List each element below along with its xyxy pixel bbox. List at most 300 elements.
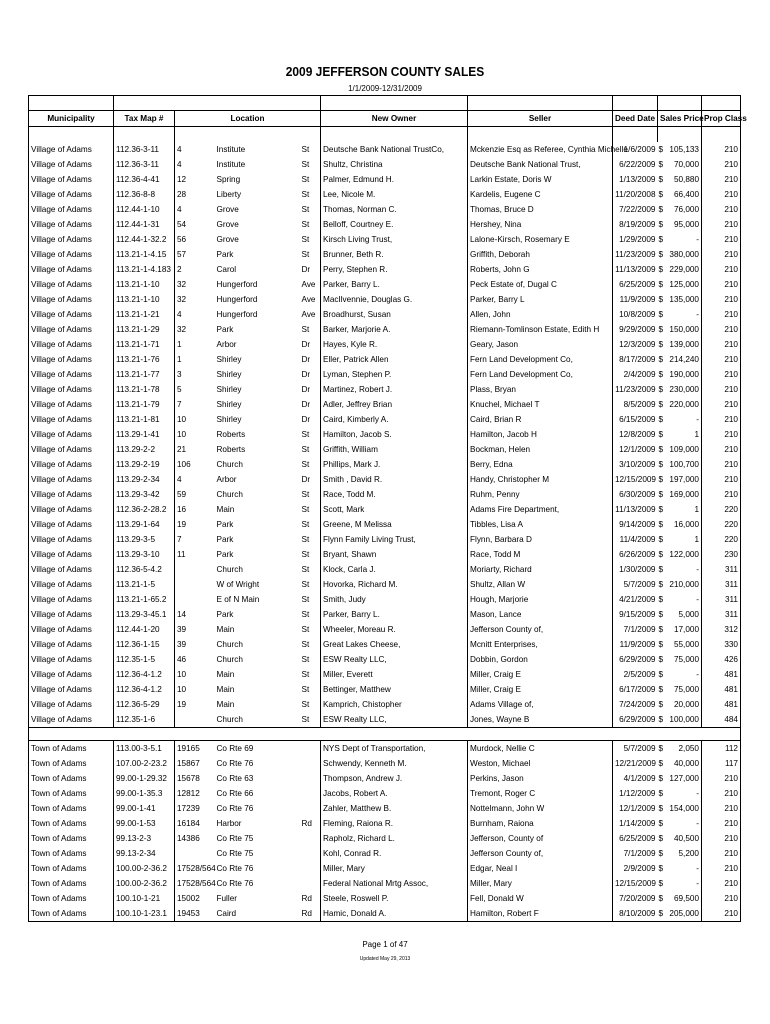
cell-tax-map: 112.44-1-31 [114, 217, 175, 232]
cell-street-suffix: St [301, 445, 310, 454]
cell-seller: Hamilton, Jacob H [468, 427, 613, 442]
cell-seller: Tibbles, Lisa A [468, 517, 613, 532]
cell-municipality: Village of Adams [29, 322, 114, 337]
cell-deed-date: 4/1/2009 [613, 771, 658, 786]
cell-dollar-sign: $ [658, 804, 664, 813]
cell-prop-class: 210 [702, 247, 741, 262]
cell-house-number: 4 [175, 307, 215, 322]
cell-prop-class: 330 [702, 637, 741, 652]
cell-prop-class: 210 [702, 157, 741, 172]
cell-deed-date: 5/7/2009 [613, 577, 658, 592]
cell-seller: Allen, John [468, 307, 613, 322]
cell-deed-date: 6/29/2009 [613, 652, 658, 667]
cell-tax-map: 112.36-5-4.2 [114, 562, 175, 577]
cell-street: Church [216, 640, 243, 649]
cell-street: W of Wright [216, 580, 260, 589]
cell-street-suffix: Ave [301, 295, 316, 304]
cell-municipality: Village of Adams [29, 667, 114, 682]
cell-seller: Ruhm, Penny [468, 487, 613, 502]
spacer-row [29, 728, 741, 741]
cell-seller: Handy, Christopher M [468, 472, 613, 487]
cell-prop-class: 210 [702, 472, 741, 487]
table-row [29, 142, 741, 157]
cell-tax-map: 112.36-4-1.2 [114, 682, 175, 697]
blank-row [29, 96, 741, 111]
cell-prop-class: 210 [702, 187, 741, 202]
cell-sales-price: 122,000 [669, 550, 699, 559]
cell-street-suffix: St [301, 145, 310, 154]
cell-dollar-sign: $ [658, 759, 664, 768]
cell-prop-class: 210 [702, 906, 741, 922]
header-municipality: Municipality [29, 111, 114, 127]
cell-new-owner: Hovorka, Richard M. [321, 577, 468, 592]
cell-house-number: 17528/564 [175, 876, 215, 891]
cell-seller: Murdock, Nellie C [468, 741, 613, 757]
cell-house-number: 39 [175, 622, 215, 637]
cell-sales-price: 66,400 [673, 190, 699, 199]
table-row [29, 487, 741, 502]
table-row [29, 427, 741, 442]
cell-prop-class: 426 [702, 652, 741, 667]
cell-street-suffix: St [301, 535, 310, 544]
cell-prop-class: 210 [702, 397, 741, 412]
cell-seller: Plass, Bryan [468, 382, 613, 397]
cell-prop-class: 210 [702, 262, 741, 277]
cell-deed-date: 6/29/2009 [613, 712, 658, 728]
cell-prop-class: 210 [702, 307, 741, 322]
cell-street-suffix [300, 771, 321, 786]
cell-street: Church [216, 460, 243, 469]
cell-street: E of N Main [216, 595, 260, 604]
cell-street: Hungerford [216, 295, 258, 304]
cell-sales-price: - [696, 595, 699, 604]
cell-house-number: 4 [175, 142, 215, 157]
cell-sales-price: 150,000 [669, 325, 699, 334]
cell-seller: Fell, Donald W [468, 891, 613, 906]
table-row [29, 682, 741, 697]
cell-prop-class: 117 [702, 756, 741, 771]
header-tax-map: Tax Map # [114, 111, 175, 127]
cell-deed-date: 12/1/2009 [613, 442, 658, 457]
cell-tax-map: 113.29-1-41 [114, 427, 175, 442]
cell-prop-class: 312 [702, 622, 741, 637]
cell-house-number: 19453 [175, 906, 215, 922]
cell-house-number: 10 [175, 412, 215, 427]
cell-tax-map: 113.21-1-4.15 [114, 247, 175, 262]
table-row [29, 172, 741, 187]
cell-dollar-sign: $ [658, 490, 664, 499]
cell-municipality: Village of Adams [29, 382, 114, 397]
cell-sales-price: 50,880 [673, 175, 699, 184]
table-row [29, 292, 741, 307]
cell-prop-class: 230 [702, 547, 741, 562]
table-row [29, 712, 741, 728]
table-row [29, 652, 741, 667]
cell-deed-date: 1/14/2009 [613, 816, 658, 831]
cell-house-number: 4 [175, 157, 215, 172]
cell-house-number: 10 [175, 682, 215, 697]
cell-sales-price: 5,000 [678, 610, 699, 619]
cell-deed-date: 1/13/2009 [613, 172, 658, 187]
cell-dollar-sign: $ [658, 295, 664, 304]
cell-new-owner: Race, Todd M. [321, 487, 468, 502]
cell-street-suffix [300, 786, 321, 801]
cell-seller: Jefferson County of, [468, 846, 613, 861]
cell-house-number: 10 [175, 427, 215, 442]
cell-new-owner: Steele, Roswell P. [321, 891, 468, 906]
cell-seller: Nottelmann, John W [468, 801, 613, 816]
cell-deed-date: 4/21/2009 [613, 592, 658, 607]
cell-house-number: 17239 [175, 801, 215, 816]
cell-municipality: Town of Adams [29, 831, 114, 846]
cell-sales-price: 70,000 [673, 160, 699, 169]
cell-seller: Berry, Edna [468, 457, 613, 472]
cell-street: Church [215, 712, 300, 728]
cell-deed-date: 11/9/2009 [613, 637, 658, 652]
cell-dollar-sign: $ [658, 415, 664, 424]
cell-municipality: Town of Adams [29, 786, 114, 801]
cell-street: Shirley [216, 370, 242, 379]
cell-dollar-sign: $ [658, 670, 664, 679]
table-row [29, 891, 741, 906]
page-number: Page 1 of 47 [362, 940, 408, 949]
cell-dollar-sign: $ [658, 864, 664, 873]
cell-municipality: Village of Adams [29, 277, 114, 292]
cell-house-number: 15002 [175, 891, 215, 906]
cell-house-number: 17528/564 [175, 861, 215, 876]
cell-municipality: Village of Adams [29, 292, 114, 307]
cell-street: Co Rte 75 [216, 834, 254, 843]
cell-tax-map: 113.21-1-10 [114, 292, 175, 307]
cell-municipality: Village of Adams [29, 187, 114, 202]
cell-street: Roberts [216, 430, 246, 439]
cell-sales-price: 169,000 [669, 490, 699, 499]
cell-new-owner: Miller, Everett [321, 667, 468, 682]
cell-seller: Riemann-Tomlinson Estate, Edith H [468, 322, 613, 337]
cell-dollar-sign: $ [658, 310, 664, 319]
table-row [29, 547, 741, 562]
cell-tax-map: 112.36-1-15 [114, 637, 175, 652]
cell-house-number: 3 [175, 367, 215, 382]
cell-seller: Mcnitt Enterprises, [468, 637, 613, 652]
cell-street-suffix: Ave [301, 280, 316, 289]
cell-street-suffix [300, 876, 321, 891]
cell-tax-map: 112.44-1-32.2 [114, 232, 175, 247]
cell-new-owner: Lee, Nicole M. [321, 187, 468, 202]
cell-sales-price: - [696, 819, 699, 828]
cell-tax-map: 113.21-1-65.2 [114, 592, 175, 607]
cell-dollar-sign: $ [658, 265, 664, 274]
cell-dollar-sign: $ [658, 849, 664, 858]
cell-street: Church [216, 565, 243, 574]
cell-sales-price: 75,000 [673, 655, 699, 664]
cell-sales-price: 190,000 [669, 370, 699, 379]
cell-street-suffix: St [301, 655, 310, 664]
cell-dollar-sign: $ [658, 505, 664, 514]
cell-municipality: Village of Adams [29, 637, 114, 652]
cell-deed-date: 12/15/2009 [613, 876, 658, 891]
cell-tax-map: 112.36-2-28.2 [114, 502, 175, 517]
table-row [29, 831, 741, 846]
cell-dollar-sign: $ [658, 520, 664, 529]
cell-deed-date: 12/3/2009 [613, 337, 658, 352]
cell-prop-class: 210 [702, 891, 741, 906]
cell-street-suffix: St [301, 700, 310, 709]
table-row [29, 187, 741, 202]
cell-municipality: Village of Adams [29, 697, 114, 712]
cell-tax-map: 112.36-4-41 [114, 172, 175, 187]
cell-street: Park [216, 550, 234, 559]
cell-sales-price: 1 [694, 430, 699, 439]
cell-municipality: Village of Adams [29, 622, 114, 637]
cell-tax-map: 112.36-3-11 [114, 142, 175, 157]
cell-prop-class: 220 [702, 502, 741, 517]
cell-tax-map: 112.36-5-29 [114, 697, 175, 712]
cell-prop-class: 210 [702, 427, 741, 442]
table-row [29, 906, 741, 922]
cell-deed-date: 1/30/2009 [613, 562, 658, 577]
cell-new-owner: ESW Realty LLC, [321, 712, 468, 728]
cell-tax-map: 113.21-1-71 [114, 337, 175, 352]
cell-seller: Perkins, Jason [468, 771, 613, 786]
cell-street: Park [216, 535, 234, 544]
cell-deed-date: 10/8/2009 [613, 307, 658, 322]
cell-new-owner: Palmer, Edmund H. [321, 172, 468, 187]
cell-street: Shirley [216, 415, 242, 424]
table-row [29, 352, 741, 367]
cell-prop-class: 210 [702, 801, 741, 816]
cell-prop-class: 210 [702, 771, 741, 786]
cell-prop-class: 210 [702, 142, 741, 157]
cell-tax-map: 113.29-2-2 [114, 442, 175, 457]
cell-street-suffix: St [301, 250, 310, 259]
cell-dollar-sign: $ [658, 535, 664, 544]
cell-dollar-sign: $ [658, 235, 664, 244]
cell-sales-price: - [696, 789, 699, 798]
cell-house-number: 32 [175, 277, 215, 292]
cell-seller: Adams Fire Department, [468, 502, 613, 517]
cell-deed-date: 1/6/2009 [613, 142, 658, 157]
cell-tax-map: 113.21-1-5 [114, 577, 175, 592]
cell-street: Park [216, 250, 234, 259]
cell-street: Main [216, 505, 235, 514]
cell-prop-class: 481 [702, 697, 741, 712]
header-prop-class: Prop Class [702, 111, 741, 127]
cell-dollar-sign: $ [658, 819, 664, 828]
cell-new-owner: Perry, Stephen R. [321, 262, 468, 277]
cell-seller: Tremont, Roger C [468, 786, 613, 801]
cell-street-suffix: Dr [301, 385, 311, 394]
cell-seller: Race, Todd M [468, 547, 613, 562]
cell-house-number: 32 [175, 322, 215, 337]
cell-deed-date: 7/1/2009 [613, 622, 658, 637]
cell-new-owner: Smith , David R. [321, 472, 468, 487]
cell-deed-date: 11/20/2008 [613, 187, 658, 202]
cell-municipality: Town of Adams [29, 771, 114, 786]
cell-street-suffix: St [301, 235, 310, 244]
cell-street: Co Rte 76 [216, 759, 254, 768]
cell-new-owner: Jacobs, Robert A. [321, 786, 468, 801]
cell-sales-price: 40,500 [673, 834, 699, 843]
cell-new-owner: Barker, Marjorie A. [321, 322, 468, 337]
cell-house-number: 11 [175, 547, 215, 562]
cell-house-number: 1 [175, 352, 215, 367]
cell-new-owner: Belloff, Courtney E. [321, 217, 468, 232]
cell-new-owner: Scott, Mark [321, 502, 468, 517]
cell-deed-date: 6/25/2009 [613, 277, 658, 292]
cell-tax-map: 113.21-1-76 [114, 352, 175, 367]
cell-prop-class: 210 [702, 816, 741, 831]
cell-street-suffix: Dr [301, 340, 311, 349]
header-deed-date: Deed Date [613, 111, 658, 127]
cell-deed-date: 9/14/2009 [613, 517, 658, 532]
cell-new-owner: NYS Dept of Transportation, [321, 741, 468, 757]
cell-sales-price: 2,050 [666, 741, 702, 757]
cell-seller: Edgar, Neal I [468, 861, 613, 876]
cell-prop-class: 311 [702, 562, 741, 577]
cell-sales-price: 76,000 [673, 205, 699, 214]
cell-sales-price: 197,000 [669, 475, 699, 484]
cell-prop-class: 481 [702, 667, 741, 682]
cell-new-owner: Thomas, Norman C. [321, 202, 468, 217]
cell-dollar-sign: $ [658, 906, 666, 922]
cell-street-suffix [300, 801, 321, 816]
cell-street: Grove [216, 205, 239, 214]
cell-municipality: Village of Adams [29, 487, 114, 502]
cell-dollar-sign: $ [658, 625, 664, 634]
header-row [29, 111, 741, 127]
header-location: Location [175, 111, 321, 127]
table-row [29, 592, 741, 607]
cell-deed-date: 11/4/2009 [613, 532, 658, 547]
cell-street: Arbor [216, 340, 237, 349]
cell-seller: Mason, Lance [468, 607, 613, 622]
cell-sales-price: 229,000 [669, 265, 699, 274]
cell-seller: Kardelis, Eugene C [468, 187, 613, 202]
table-row [29, 577, 741, 592]
cell-deed-date: 2/4/2009 [613, 367, 658, 382]
cell-street-suffix: St [301, 205, 310, 214]
cell-new-owner: Thompson, Andrew J. [321, 771, 468, 786]
cell-street: Church [216, 490, 243, 499]
cell-street: Park [216, 610, 234, 619]
cell-new-owner: Lyman, Stephen P. [321, 367, 468, 382]
cell-new-owner: Federal National Mrtg Assoc, [321, 876, 468, 891]
table-row [29, 262, 741, 277]
cell-street: Co Rte 63 [216, 774, 254, 783]
cell-seller: Miller, Mary [468, 876, 613, 891]
cell-street: Institute [216, 145, 246, 154]
cell-municipality: Village of Adams [29, 397, 114, 412]
cell-seller: Knuchel, Michael T [468, 397, 613, 412]
cell-street: Co Rte 66 [216, 789, 254, 798]
cell-street: Institute [216, 160, 246, 169]
village-section [29, 127, 741, 728]
table-row [29, 337, 741, 352]
header-new-owner: New Owner [321, 111, 468, 127]
cell-prop-class: 210 [702, 786, 741, 801]
cell-sales-price: - [696, 565, 699, 574]
cell-municipality: Village of Adams [29, 712, 114, 728]
cell-seller: Larkin Estate, Doris W [468, 172, 613, 187]
cell-sales-price: - [696, 864, 699, 873]
cell-house-number: 59 [175, 487, 215, 502]
cell-street-suffix: Dr [301, 400, 311, 409]
cell-street-suffix: St [301, 685, 310, 694]
cell-dollar-sign: $ [658, 550, 664, 559]
cell-dollar-sign: $ [658, 774, 664, 783]
cell-tax-map: 99.00-1-53 [114, 816, 175, 831]
cell-house-number: 57 [175, 247, 215, 262]
cell-deed-date: 8/10/2009 [613, 906, 658, 922]
table-row [29, 472, 741, 487]
cell-new-owner: Shultz, Christina [321, 157, 468, 172]
cell-seller: Flynn, Barbara D [468, 532, 613, 547]
cell-prop-class: 210 [702, 352, 741, 367]
cell-municipality: Village of Adams [29, 412, 114, 427]
cell-sales-price: 127,000 [669, 774, 699, 783]
cell-prop-class: 210 [702, 831, 741, 846]
cell-house-number: 14 [175, 607, 215, 622]
cell-street-suffix: Dr [301, 475, 311, 484]
cell-street: Church [216, 655, 243, 664]
cell-municipality: Village of Adams [29, 232, 114, 247]
table-row [29, 667, 741, 682]
report-title: 2009 JEFFERSON COUNTY SALES [285, 64, 485, 79]
cell-deed-date: 2/9/2009 [613, 861, 658, 876]
cell-seller: Miller, Craig E [468, 682, 613, 697]
cell-deed-date: 12/1/2009 [613, 801, 658, 816]
cell-street-suffix: Rd [301, 894, 312, 903]
cell-street-suffix [300, 756, 321, 771]
cell-dollar-sign: $ [658, 595, 664, 604]
table-row [29, 397, 741, 412]
table-row [29, 307, 741, 322]
cell-prop-class: 481 [702, 682, 741, 697]
cell-house-number: 16184 [175, 816, 215, 831]
cell-tax-map: 100.00-2-36.2 [114, 876, 175, 891]
cell-street: Spring [216, 175, 241, 184]
cell-municipality: Town of Adams [29, 801, 114, 816]
cell-municipality: Town of Adams [29, 906, 114, 922]
cell-street: Co Rte 76 [216, 879, 254, 888]
cell-street: Grove [216, 220, 239, 229]
cell-dollar-sign: $ [658, 610, 664, 619]
cell-deed-date: 9/29/2009 [613, 322, 658, 337]
header-sales-price: Sales Price [658, 111, 702, 127]
cell-new-owner: Caird, Kimberly A. [321, 412, 468, 427]
cell-municipality: Village of Adams [29, 682, 114, 697]
cell-house-number [175, 562, 215, 577]
cell-new-owner: Flynn Family Living Trust, [321, 532, 468, 547]
cell-tax-map: 113.21-1-4.183 [114, 262, 175, 277]
cell-tax-map: 113.00-3-5.1 [114, 741, 175, 757]
cell-municipality: Village of Adams [29, 592, 114, 607]
cell-dollar-sign: $ [658, 789, 664, 798]
cell-new-owner: Bettinger, Matthew [321, 682, 468, 697]
cell-street-suffix: St [301, 175, 310, 184]
cell-sales-price: 40,000 [673, 759, 699, 768]
cell-prop-class: 210 [702, 442, 741, 457]
cell-sales-price: 100,000 [666, 712, 702, 728]
sales-table-container [28, 95, 747, 922]
table-row [29, 697, 741, 712]
cell-sales-price: - [696, 670, 699, 679]
cell-municipality: Village of Adams [29, 472, 114, 487]
cell-street-suffix [300, 831, 321, 846]
cell-seller: Burnham, Raiona [468, 816, 613, 831]
table-row [29, 232, 741, 247]
